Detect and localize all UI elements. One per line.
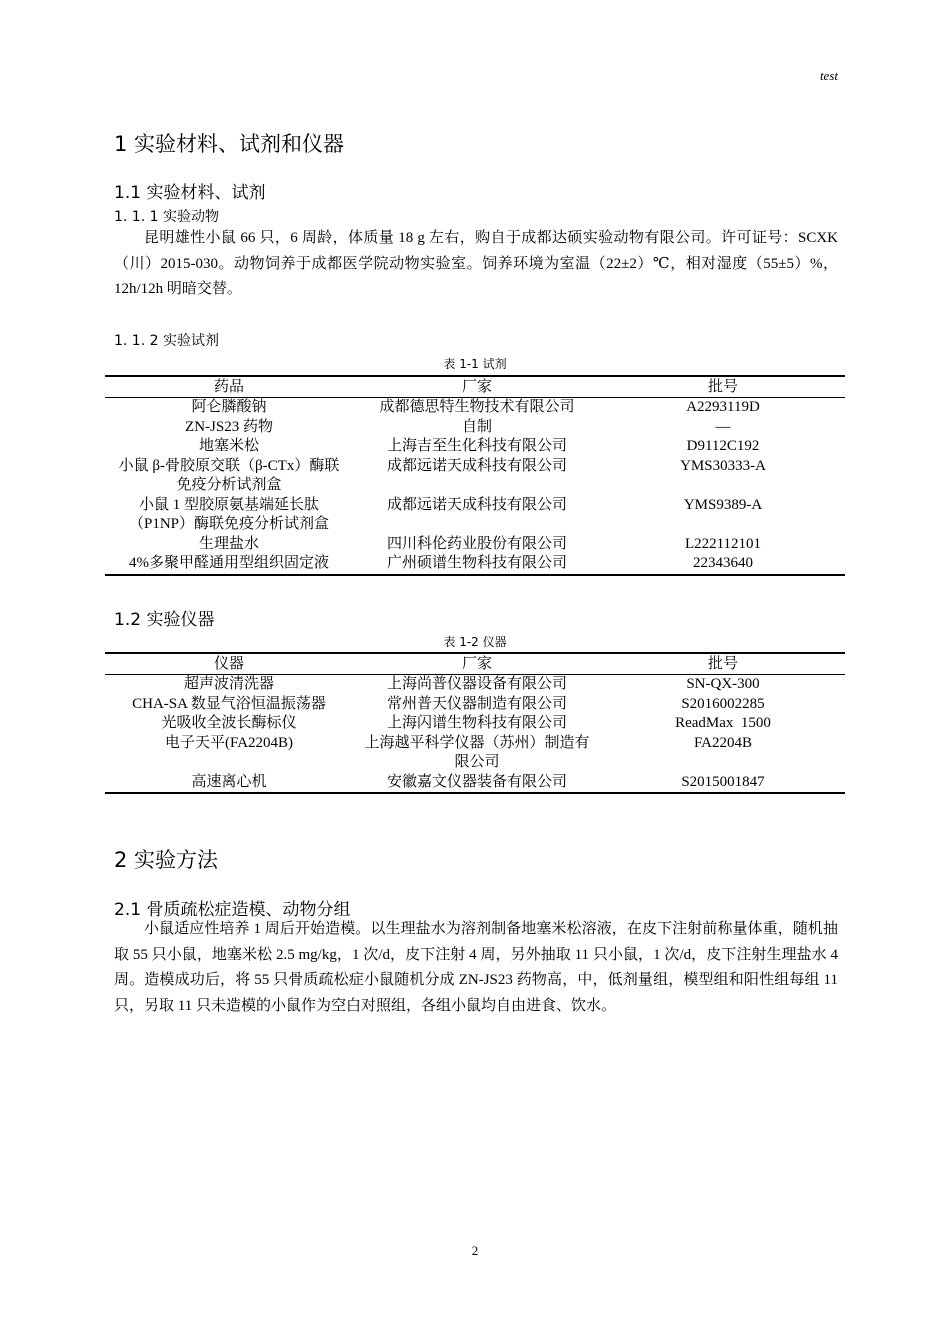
column-header: 批号 xyxy=(601,376,845,398)
table-row xyxy=(105,734,845,773)
table-cell: 四川科伦药业股份有限公司 xyxy=(386,535,567,552)
animals-paragraph: 昆明雄性小鼠 66 只，6 周龄，体质量 18 g 左右，购自于成都达硕实验动物有限公司。许可证号：SCXK（川）2015-030。动物饲养于成都医学院动物实验室。饲养环境为室温（22±2）℃，相对湿度（55±5）%，12h/12h 明暗交替。 xyxy=(114,230,838,297)
header-tag: test xyxy=(819,68,838,83)
column-header: 批号 xyxy=(601,653,845,675)
section-1-1-title: 1.1 实验材料、试剂 xyxy=(114,183,266,203)
table-cell: 上海尚普仪器设备有限公司 xyxy=(386,676,567,692)
table-cell: 自制 xyxy=(461,418,492,435)
table-row xyxy=(105,457,845,496)
section-1-1-2-title: 1. 1. 2 实验试剂 xyxy=(114,333,219,349)
table-cell: FA2204B xyxy=(693,734,753,751)
table-row xyxy=(105,535,845,555)
table-row xyxy=(105,695,845,715)
column-header: 厂家 xyxy=(353,653,601,675)
table-2-caption: 表 1-2 仪器 xyxy=(443,635,507,649)
table-cell: 阿仑膦酸钠 xyxy=(191,399,267,415)
table-cell: 上海吉至生化科技有限公司 xyxy=(386,438,567,454)
table-cell: 小鼠 1 型胶原氨基端延长肽（P1NP）酶联免疫分析试剂盒 xyxy=(128,496,330,532)
table-cell: 小鼠 β-骨胶原交联（β-CTx）酶联免疫分析试剂盒 xyxy=(118,457,340,493)
section-2-title: 2 实验方法 xyxy=(114,848,219,872)
table-cell: 电子天平(FA2204B) xyxy=(164,734,294,751)
table-cell: L222112101 xyxy=(684,535,762,552)
table-row xyxy=(105,398,845,418)
table-header-row xyxy=(105,376,845,398)
column-header: 厂家 xyxy=(353,376,601,398)
section-1-title: 1 实验材料、试剂和仪器 xyxy=(114,132,345,156)
table-row xyxy=(105,418,845,438)
table-cell: SN-QX-300 xyxy=(686,676,760,692)
table-row xyxy=(105,675,845,695)
table-cell: A2293119D xyxy=(686,399,760,415)
table-cell: ReadMax 1500 xyxy=(675,715,771,731)
table-row xyxy=(105,773,845,794)
table-cell: YMS30333-A xyxy=(680,457,766,474)
page-number: 2 xyxy=(471,1243,479,1258)
modeling-paragraph: 小鼠适应性培养 1 周后开始造模。以生理盐水为溶剂制备地塞米松溶液，在皮下注射前称量体重，随机抽取 55 只小鼠，地塞米松 2.5 mg/kg，1 次/d，皮下注射 4 周，另外抽取 11 只小鼠，1 次/d，皮下注射生理盐水 4 周。造模成功后，将 55 只骨质疏松症小鼠随机分成 ZN-JS23 药物高，中，低剂量组，模型组和阳性组每组 11 只，另取 11 只未造模的小鼠作为空白对照组，各组小鼠均自由进食、饮水。 xyxy=(114,921,838,1014)
table-cell: 上海越平科学仪器（苏州）制造有限公司 xyxy=(364,734,590,770)
table-header-row xyxy=(105,653,845,675)
table-cell: S2016002285 xyxy=(681,695,765,712)
instruments-table xyxy=(105,652,845,794)
table-cell: CHA-SA 数显气浴恒温振荡器 xyxy=(132,695,326,712)
table-cell: 成都德思特生物技术有限公司 xyxy=(379,399,575,415)
table-cell: 常州普天仪器制造有限公司 xyxy=(386,695,567,712)
column-header: 仪器 xyxy=(105,653,353,675)
table-cell: — xyxy=(715,418,731,435)
reagents-table xyxy=(105,375,845,576)
table-row xyxy=(105,437,845,457)
table-cell: S2015001847 xyxy=(681,773,765,790)
table-cell: YMS9389-A xyxy=(683,496,763,513)
table-cell: 光吸收全波长酶标仪 xyxy=(161,715,297,731)
table-cell: ZN-JS23 药物 xyxy=(185,418,273,435)
table-cell: 成都远诺天成科技有限公司 xyxy=(386,496,567,513)
table-cell: 安徽嘉文仪器装备有限公司 xyxy=(386,773,567,790)
table-cell: 高速离心机 xyxy=(191,773,267,790)
table-cell: 4%多聚甲醛通用型组织固定液 xyxy=(129,555,329,571)
table-row xyxy=(105,714,845,734)
table-cell: 生理盐水 xyxy=(198,535,259,552)
table-cell: 上海闪谱生物科技有限公司 xyxy=(386,715,567,731)
column-header: 药品 xyxy=(105,376,353,398)
section-1-1-1-title: 1. 1. 1 实验动物 xyxy=(114,209,219,225)
table-cell: 成都远诺天成科技有限公司 xyxy=(386,457,567,474)
section-1-2-title: 1.2 实验仪器 xyxy=(114,610,215,630)
table-cell: D9112C192 xyxy=(686,438,760,454)
table-1-caption: 表 1-1 试剂 xyxy=(443,357,507,371)
table-cell: 地塞米松 xyxy=(198,438,259,454)
table-cell: 超声波清洗器 xyxy=(183,676,274,692)
table-cell: 广州硕谱生物科技有限公司 xyxy=(386,555,567,571)
table-row xyxy=(105,496,845,535)
table-cell: 22343640 xyxy=(693,555,753,571)
table-row xyxy=(105,554,845,575)
section-2-1-title: 2.1 骨质疏松症造模、动物分组 xyxy=(114,900,351,920)
